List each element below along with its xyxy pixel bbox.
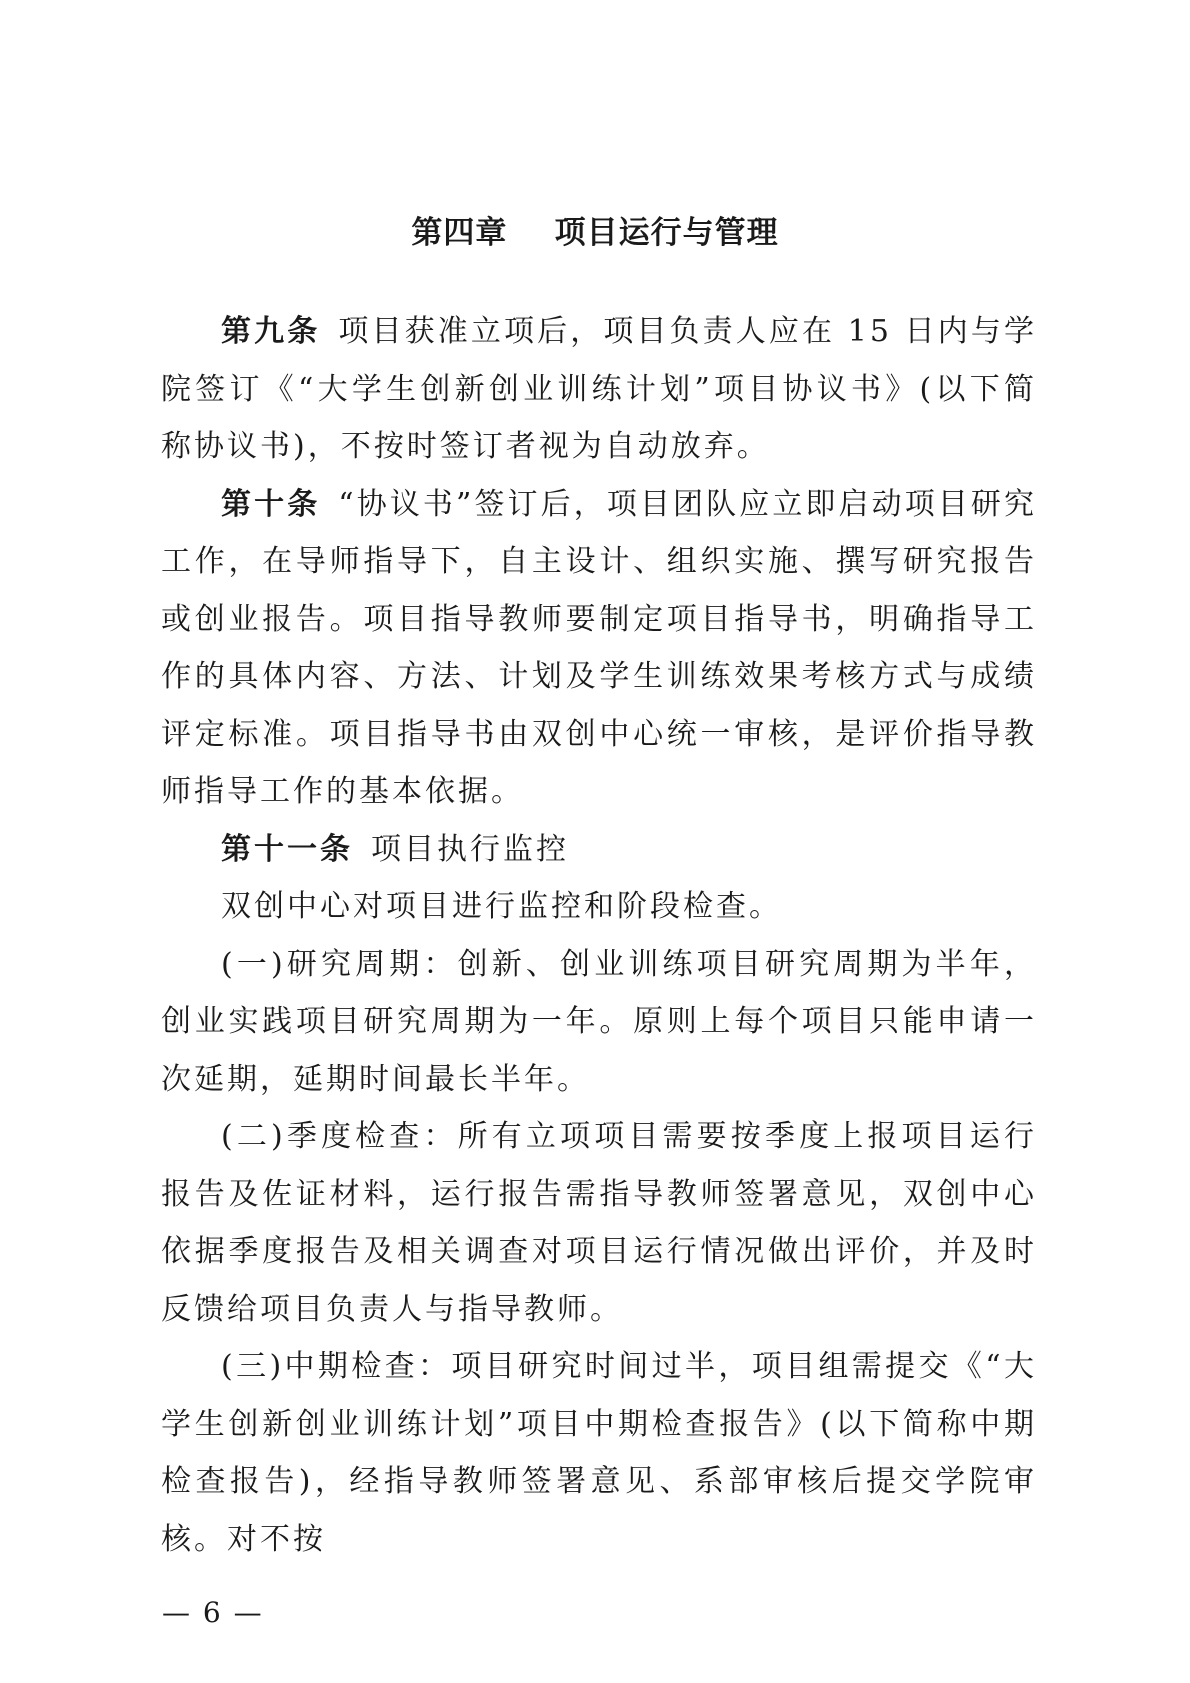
article-11	[161, 821, 1037, 879]
article-11-text: 项目执行监控	[371, 831, 569, 867]
article-9-text: 项目获准立项后，项目负责人应在 15 日内与学院签订《“大学生创新创业训练计划”项目协议书》(以下简称协议书)，不按时签订者视为自动放弃。	[161, 314, 1037, 464]
paragraph-research-period: (一)研究周期：创新、创业训练项目研究周期为半年，创业实践项目研究周期为一年。原则上每个项目只能申请一次延期，延期时间最长半年。	[161, 946, 1037, 1097]
chapter-title: 第四章 项目运行与管理	[411, 215, 779, 251]
page-number: — 6 —	[162, 1596, 264, 1629]
article-10	[161, 476, 1037, 821]
paragraph-midterm-check: (三)中期检查：项目研究时间过半，项目组需提交《“大学生创新创业训练计划”项目中期检查报告》(以下简称中期检查报告)，经指导教师签署意见、系部审核后提交学院审核。对不按	[161, 1349, 1037, 1557]
article-9-heading: 第九条	[221, 314, 321, 349]
paragraph-quarterly-check: (二)季度检查：所有立项项目需要按季度上报项目运行报告及佐证材料，运行报告需指导教师签署意见，双创中心依据季度报告及相关调查对项目运行情况做出评价，并及时反馈给项目负责人与指导教师。	[161, 1119, 1037, 1327]
article-10-heading: 第十条	[221, 486, 321, 522]
paragraph-intro: 双创中心对项目进行监控和阶段检查。	[221, 889, 782, 924]
article-10-text: “协议书”签订后，项目团队应立即启动项目研究工作，在导师指导下，自主设计、组织实施、撰写研究报告或创业报告。项目指导教师要制定项目指导书，明确指导工作的具体内容、方法、计划及学生训练效果考核方式与成绩评定标准。项目指导书由双创中心统一审核，是评价指导教师指导工作的基本依据。	[161, 486, 1037, 809]
article-9	[161, 303, 1037, 476]
article-11-heading: 第十一条	[221, 831, 353, 867]
document-body	[161, 303, 1037, 1568]
